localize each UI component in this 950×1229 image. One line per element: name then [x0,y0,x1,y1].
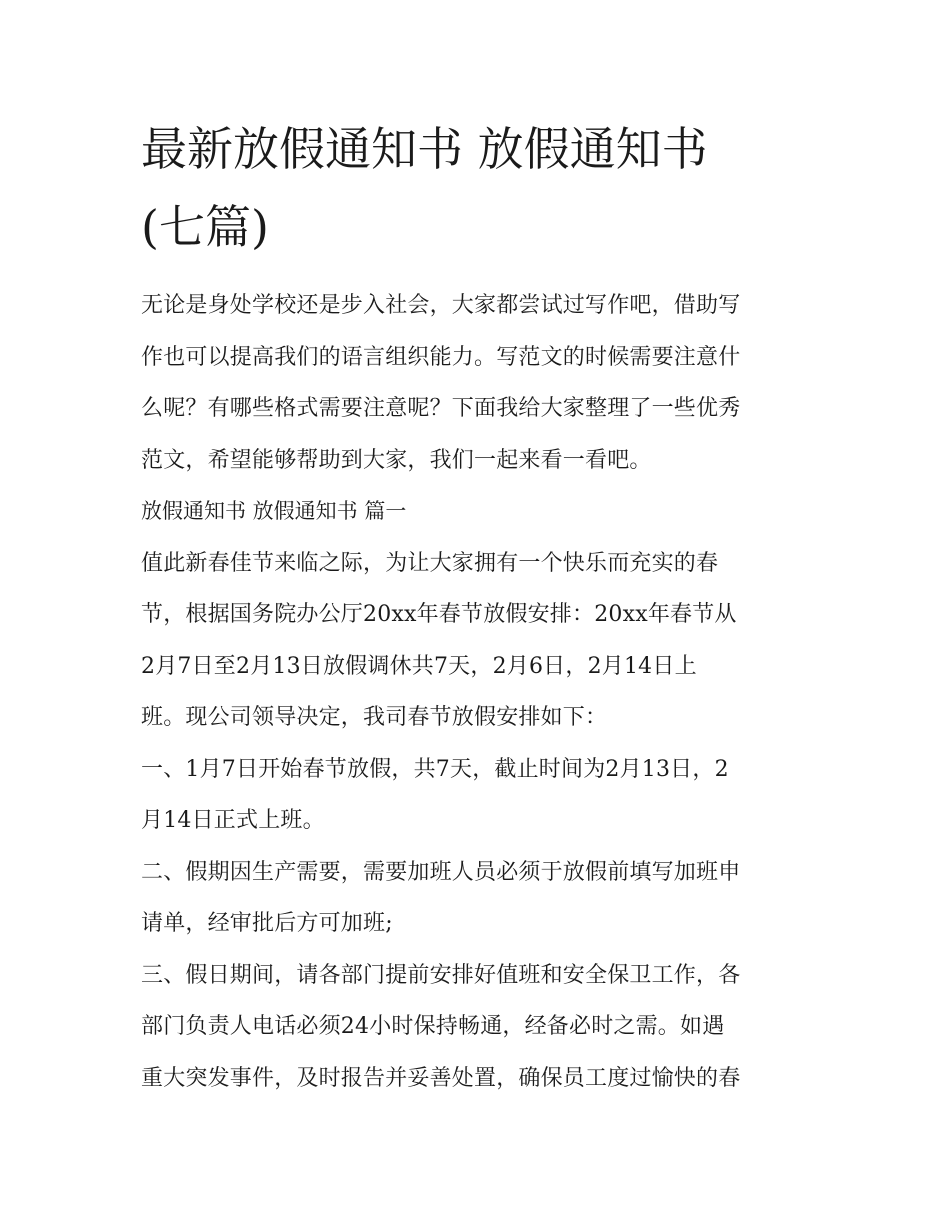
notice-item-1 [141,744,813,847]
text-line: 月14日正式上班。 [141,808,325,833]
document-title [141,110,813,266]
text-line: 值此新春佳节来临之际，为让大家拥有一个快乐而充实的春 [141,550,719,576]
text-line: 范文，希望能够帮助到大家，我们一起来看一看吧。 [141,447,652,473]
notice-item-3 [141,950,813,1105]
text-line: 无论是身处学校还是步入社会，大家都尝试过写作吧，借助写 [141,293,741,318]
notice-item-2 [141,847,813,950]
text-line: 一、1月7日开始春节放假，共7天，截止时间为2月13日，2 [141,756,729,782]
text-line: 2月7日至2月13日放假调休共7天，2月6日，2月14日上 [141,653,697,679]
text-line: 三、假日期间，请各部门提前安排好值班和安全保卫工作，各 [141,962,741,988]
text-line: 二、假期因生产需要，需要加班人员必须于放假前填写加班申 [141,859,741,885]
section-heading: 放假通知书 放假通知书 篇一 [141,499,407,523]
intro-paragraph [141,280,813,486]
text-line: 么呢？有哪些格式需要注意呢？下面我给大家整理了一些优秀 [141,396,741,421]
document-content [141,110,813,1104]
text-line: 部门负责人电话必须24小时保持畅通，经备必时之需。如遇 [141,1014,725,1039]
text-line: 班。现公司领导决定，我司春节放假安排如下： [141,705,608,730]
text-line: 重大突发事件，及时报告并妥善处置，确保员工度过愉快的春 [141,1065,741,1091]
text-line: 请单，经审批后方可加班; [141,911,393,936]
title-line: 最新放假通知书 放假通知书 [141,122,708,176]
text-line: 作也可以提高我们的语言组织能力。写范文的时候需要注意什 [141,344,741,370]
document-body [141,280,813,1104]
text-line: 节，根据国务院办公厅20xx年春节放假安排：20xx年春节从 [141,602,737,627]
notice-intro-paragraph [141,538,813,744]
title-line: (七篇) [141,200,269,254]
